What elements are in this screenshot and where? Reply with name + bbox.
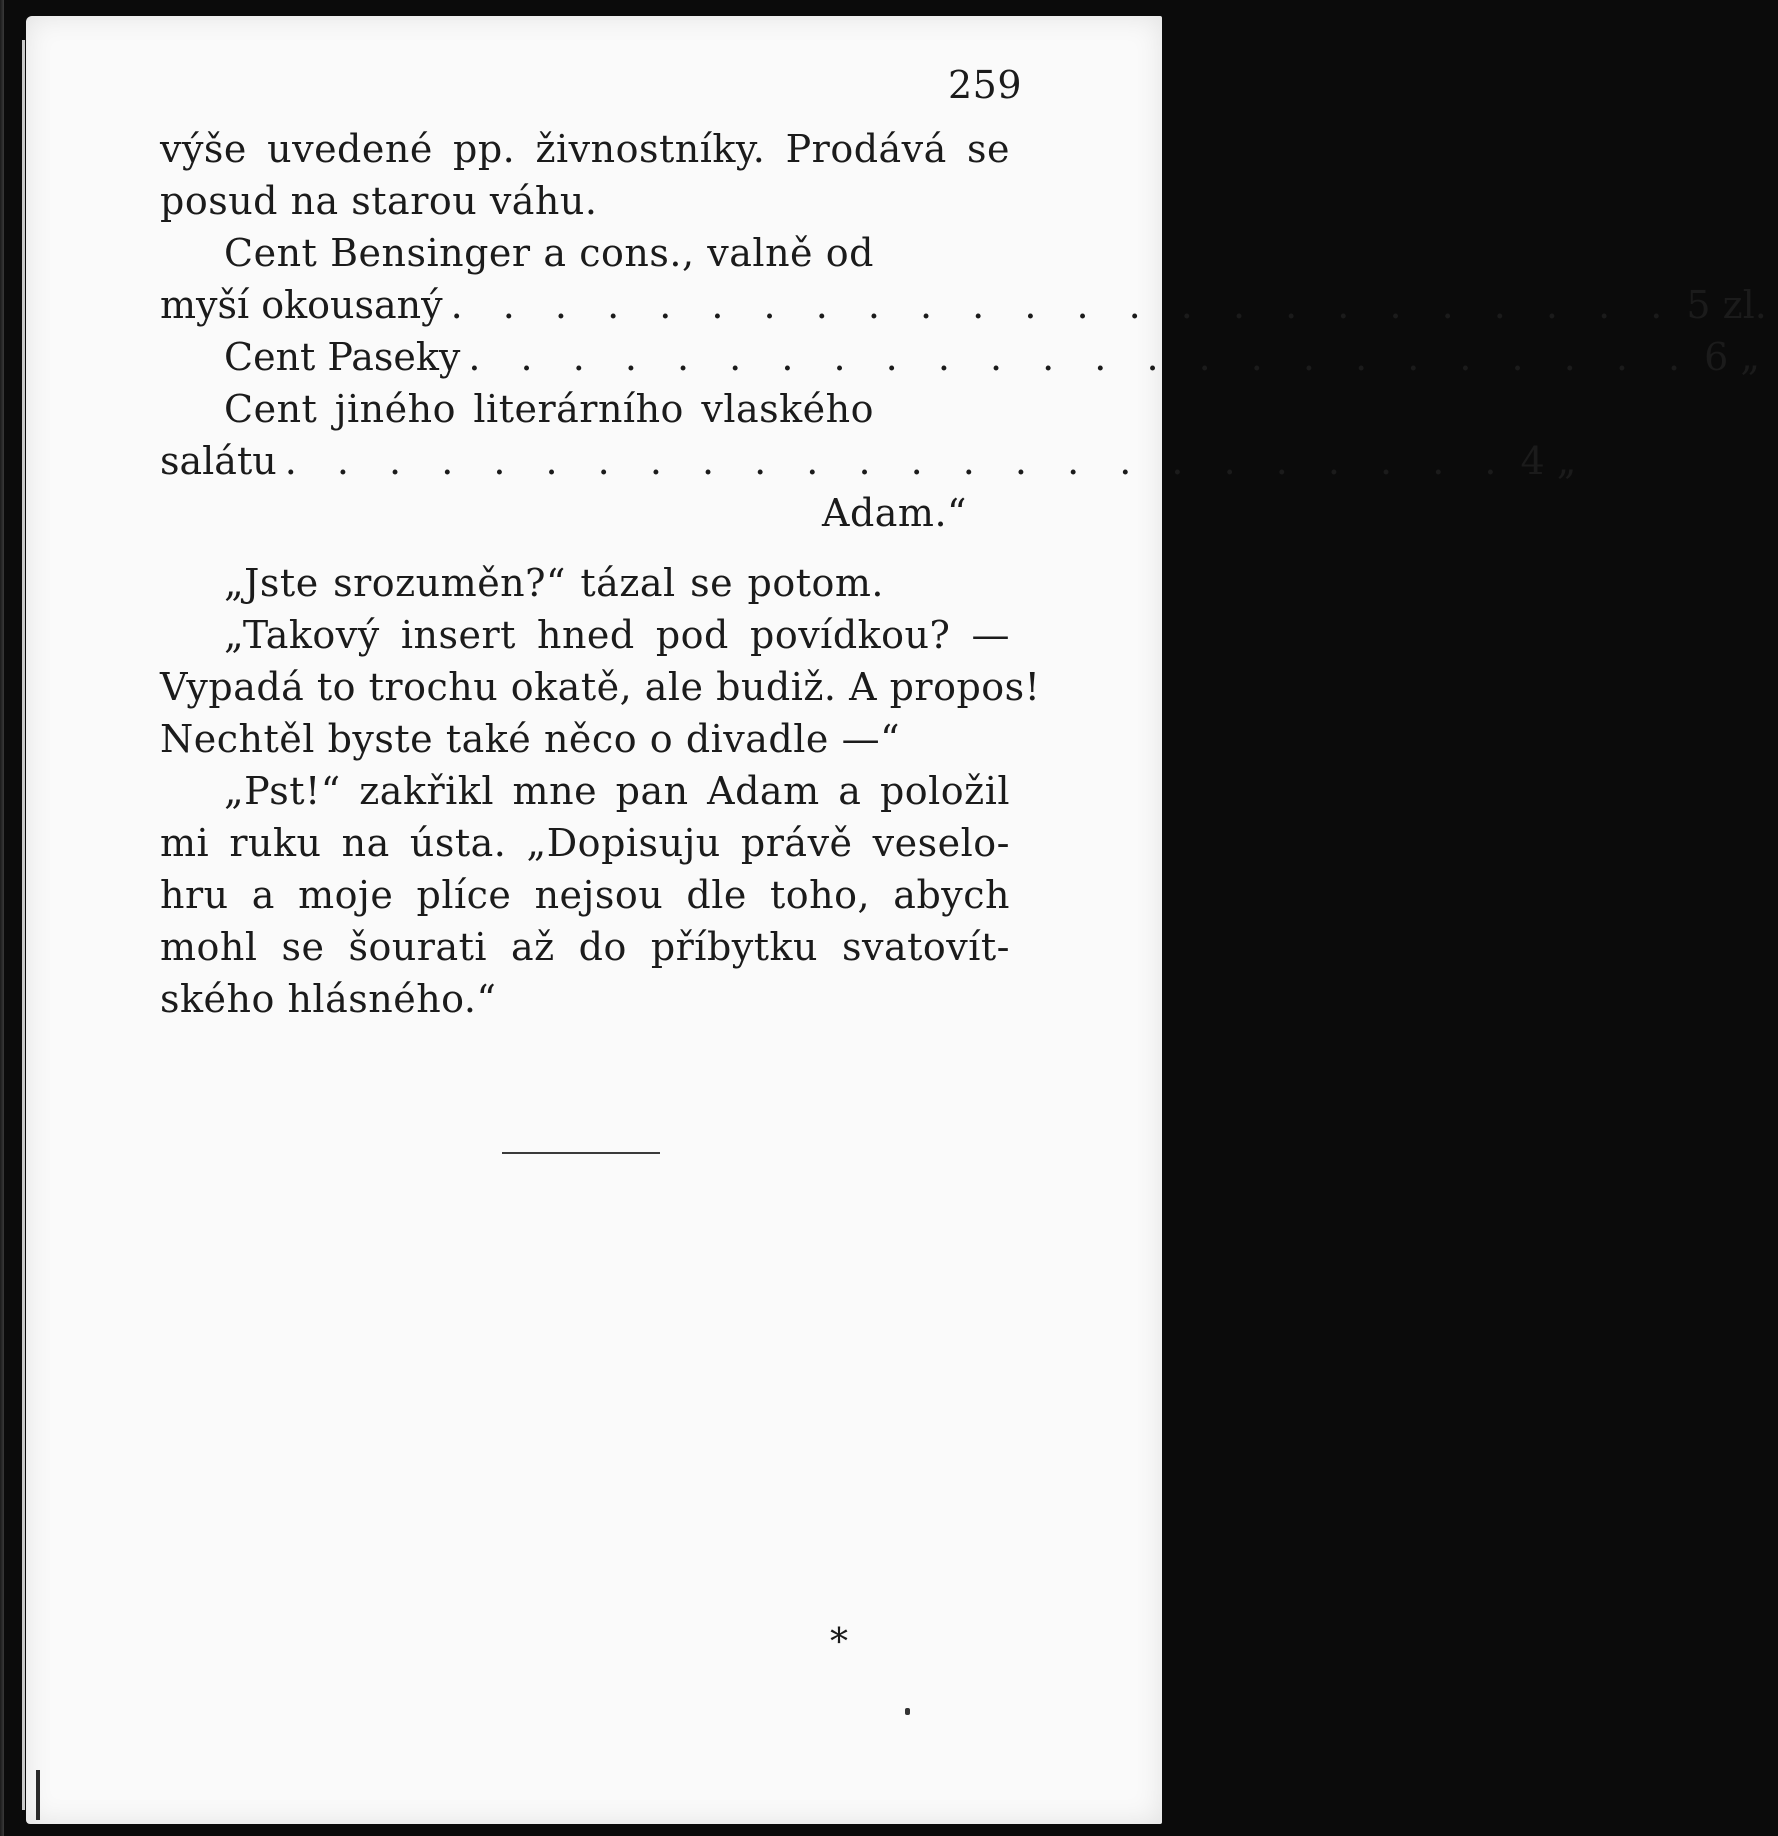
price-row <box>160 283 1767 327</box>
page-gutter-shadow <box>22 40 25 1810</box>
text-line: Nechtěl byste také něco o divadle —“ <box>160 717 900 761</box>
price-row <box>160 439 1577 483</box>
price-value: 6 „ <box>1704 335 1761 379</box>
book-spine-edge <box>0 0 4 1836</box>
page-number: 259 <box>948 63 1023 107</box>
leader-dots: . . . . . . . . . . . . . . . . . . . . . . . . <box>468 335 1695 379</box>
text-line: mohl se šourati až do příbytku svatovít- <box>160 925 1010 969</box>
section-divider <box>502 1152 660 1154</box>
text-line: ského hlásného.“ <box>160 977 497 1021</box>
text-line: hru a moje plíce nejsou dle toho, abych <box>160 873 1010 917</box>
text-line: Vypadá to trochu okatě, ale budiž. A propos! <box>160 665 1041 709</box>
leader-dots: . . . . . . . . . . . . . . . . . . . . . . . . <box>284 439 1511 483</box>
text-line: výše uvedené pp. živnostníky. Prodává se <box>160 127 1010 171</box>
binding-mark <box>36 1770 40 1820</box>
price-item-label: salátu <box>160 439 277 483</box>
signature-line: Adam.“ <box>822 491 967 535</box>
text-line: Cent jiného literárního vlaského <box>224 387 874 431</box>
asterisk-ornament: * <box>830 1622 848 1663</box>
price-item-label: Cent Paseky <box>224 335 461 379</box>
text-line: posud na starou váhu. <box>160 179 598 223</box>
price-value: 5 zl. <box>1686 283 1767 327</box>
text-line: „Pst!“ zakřikl mne pan Adam a položil <box>224 769 1010 813</box>
price-row <box>224 335 1761 379</box>
text-line: „Takový insert hned pod povídkou? — <box>224 613 1010 657</box>
leader-dots: . . . . . . . . . . . . . . . . . . . . . . . . <box>450 283 1677 327</box>
text-line: Cent Bensinger a cons., valně od <box>224 231 874 275</box>
text-line: „Jste srozuměn?“ tázal se potom. <box>224 561 884 605</box>
ink-speck <box>905 1708 910 1715</box>
text-line: mi ruku na ústa. „Dopisuju právě veselo- <box>160 821 1010 865</box>
price-value: 4 „ <box>1520 439 1577 483</box>
price-item-label: myší okousaný <box>160 283 443 327</box>
